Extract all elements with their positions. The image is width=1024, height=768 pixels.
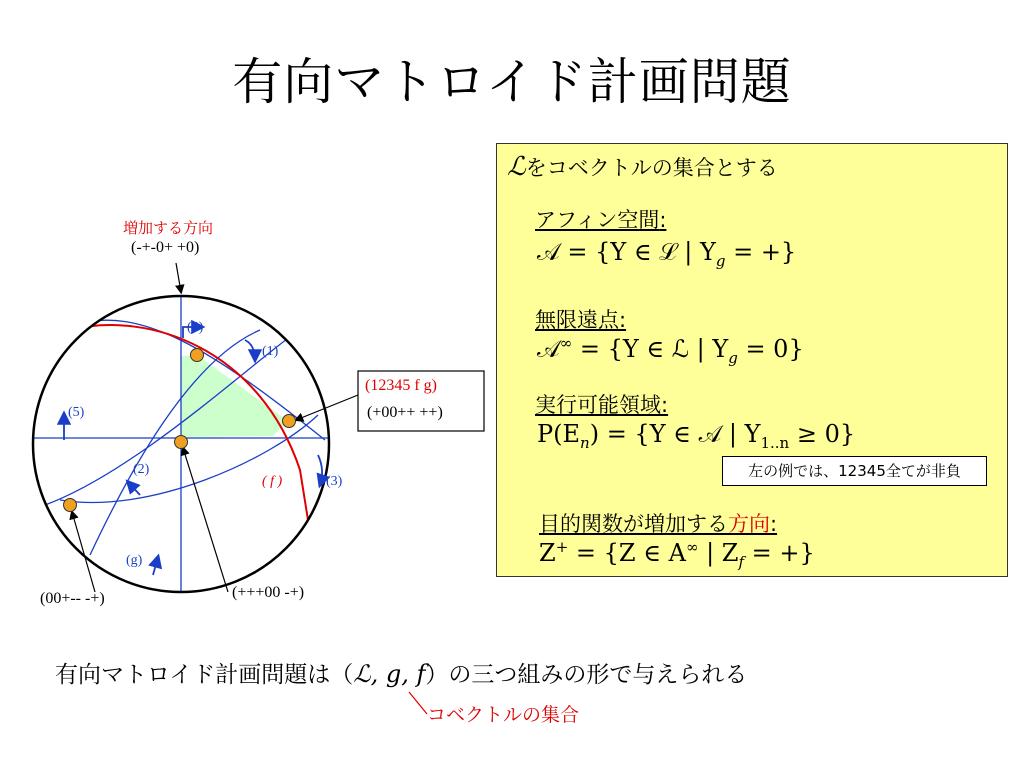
line-label-g: (g) xyxy=(126,553,143,568)
top-vector-label: (-+-0+ +0) xyxy=(131,239,200,256)
objective-formula: Z+ = {Z ∈ A∞ | $Z_f$ = +} xyxy=(539,538,815,571)
definitions-panel xyxy=(496,143,1008,577)
bottom-mid-vector-label: (+++00 -+) xyxy=(232,584,305,601)
line-label-2: (2) xyxy=(133,462,150,477)
vertex-top xyxy=(191,349,204,362)
infinity-formula: 𝒜∞ = {Y ∈ ℒ | $Y_g = 0$} xyxy=(537,334,804,367)
vertex-center xyxy=(175,436,188,449)
covector-symbol: ℒ xyxy=(507,152,526,182)
feasible-heading: 実行可能領域: xyxy=(535,393,669,417)
page-title: 有向マトロイド計画問題 xyxy=(232,53,792,111)
box-vector-header: (12345 f g) xyxy=(365,377,437,394)
increase-direction-label: 増加する方向 xyxy=(123,219,214,237)
arrow-2 xyxy=(128,482,140,495)
vertex-left xyxy=(64,499,77,512)
arrow-3 xyxy=(318,455,322,485)
pointer-bottom-mid xyxy=(183,448,228,592)
infinity-heading: 無限遠点: xyxy=(535,308,627,332)
affine-formula: 𝒜 = {Y ∈ ℒ | $Y_g$ = +} xyxy=(537,238,797,270)
intro-text: をコベクトルの集合とする xyxy=(525,156,778,180)
objective-heading: 目的関数が増加する方向: xyxy=(539,512,778,536)
box-vector-values: (+00++ ++) xyxy=(367,404,443,421)
bottom-left-vector-label: (00+-- -+) xyxy=(40,590,105,607)
vertex-right xyxy=(283,415,296,428)
covector-note: コベクトルの集合 xyxy=(427,704,580,726)
arrow-g xyxy=(153,557,158,575)
line-label-5: (5) xyxy=(68,405,85,420)
line-label-4: (4) xyxy=(187,320,204,335)
feasible-region xyxy=(181,355,288,437)
affine-heading: アフィン空間: xyxy=(535,208,667,232)
bottom-statement: 有向マトロイド計画問題は（ℒ, g, f）の三つ組みの形で与えられる xyxy=(55,660,748,688)
line-label-1: (1) xyxy=(262,344,279,359)
line-label-3: (3) xyxy=(326,474,343,489)
example-note: 左の例では、12345全てが非負 xyxy=(722,456,987,486)
line-label-f: ( f ) xyxy=(262,474,283,489)
pointer-top xyxy=(176,263,181,292)
arrow-1 xyxy=(245,340,255,360)
feasible-formula: $P(E_n) = \{Y$ ∈ 𝒜 | $Y_{1..n} \ge 0$} xyxy=(537,420,856,452)
oriented-matroid-diagram xyxy=(0,0,490,640)
